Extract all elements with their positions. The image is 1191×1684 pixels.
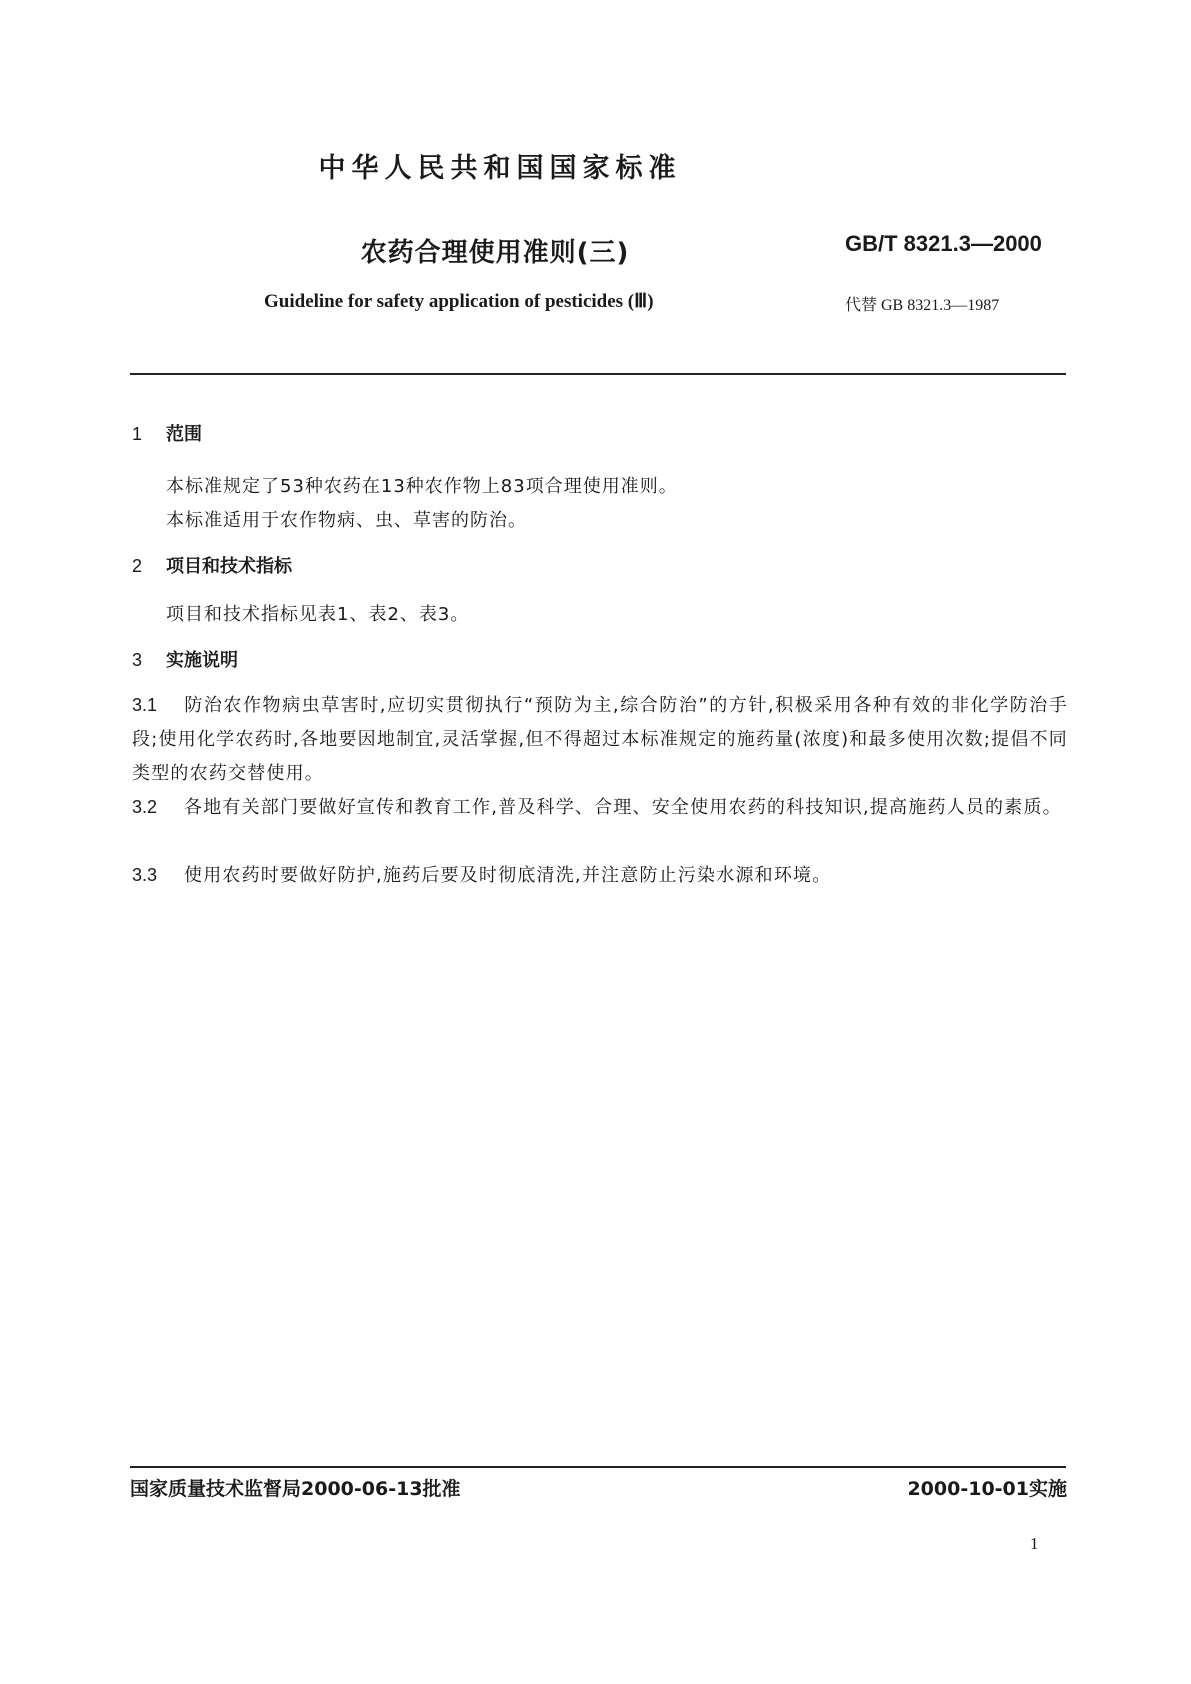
clause-3-3 [132,858,1068,893]
document-title-en: Guideline for safety application of pesticides (Ⅲ) [264,291,654,312]
national-standard-heading: 中华人民共和国国家标准 [318,153,682,184]
section-2-paragraph: 项目和技术指标见表1、表2、表3。 [166,604,470,625]
section-2-heading [132,552,292,578]
clause-text: 防治农作物病虫草害时,应切实贯彻执行“预防为主,综合防治”的方针,积极采用各种有效的非化学防治手段;使用化学农药时,各地要因地制宜,灵活掌握,但不得超过本标准规定的施药量(浓度)和最多使用次数;提倡不同类型的农药交替使用。 [132,695,1068,784]
section-2-title: 项目和技术指标 [166,556,292,577]
section-1-title: 范围 [166,424,202,445]
section-1-heading [132,420,202,446]
clause-3-2 [132,790,1068,825]
clause-text: 各地有关部门要做好宣传和教育工作,普及科学、合理、安全使用农药的科技知识,提高施药人员的素质。 [184,797,1062,818]
standard-code: GB/T 8321.3—2000 [845,231,1042,256]
approval-line: 国家质量技术监督局2000-06-13批准 [130,1478,461,1500]
footer-divider [130,1466,1066,1468]
section-1-paragraph: 本标准适用于农作物病、虫、草害的防治。 [166,510,527,531]
page-number: 1 [1030,1534,1039,1553]
clause-number: 3.3 [132,865,158,885]
header-divider [130,373,1066,375]
effective-date: 2000-10-01实施 [907,1478,1067,1500]
section-3-title: 实施说明 [166,650,238,671]
document-title-cn: 农药合理使用准则(三) [360,238,630,268]
section-1-paragraph: 本标准规定了53种农药在13种农作物上83项合理使用准则。 [166,476,678,497]
replaces-standard: 代替 GB 8321.3—1987 [845,297,1000,314]
section-1-number: 1 [132,424,143,444]
section-3-number: 3 [132,650,143,670]
clause-3-1 [132,688,1068,791]
clause-number: 3.2 [132,797,158,817]
section-3-heading [132,646,238,672]
section-2-number: 2 [132,556,143,576]
clause-number: 3.1 [132,695,158,715]
clause-text: 使用农药时要做好防护,施药后要及时彻底清洗,并注意防止污染水源和环境。 [184,865,832,886]
